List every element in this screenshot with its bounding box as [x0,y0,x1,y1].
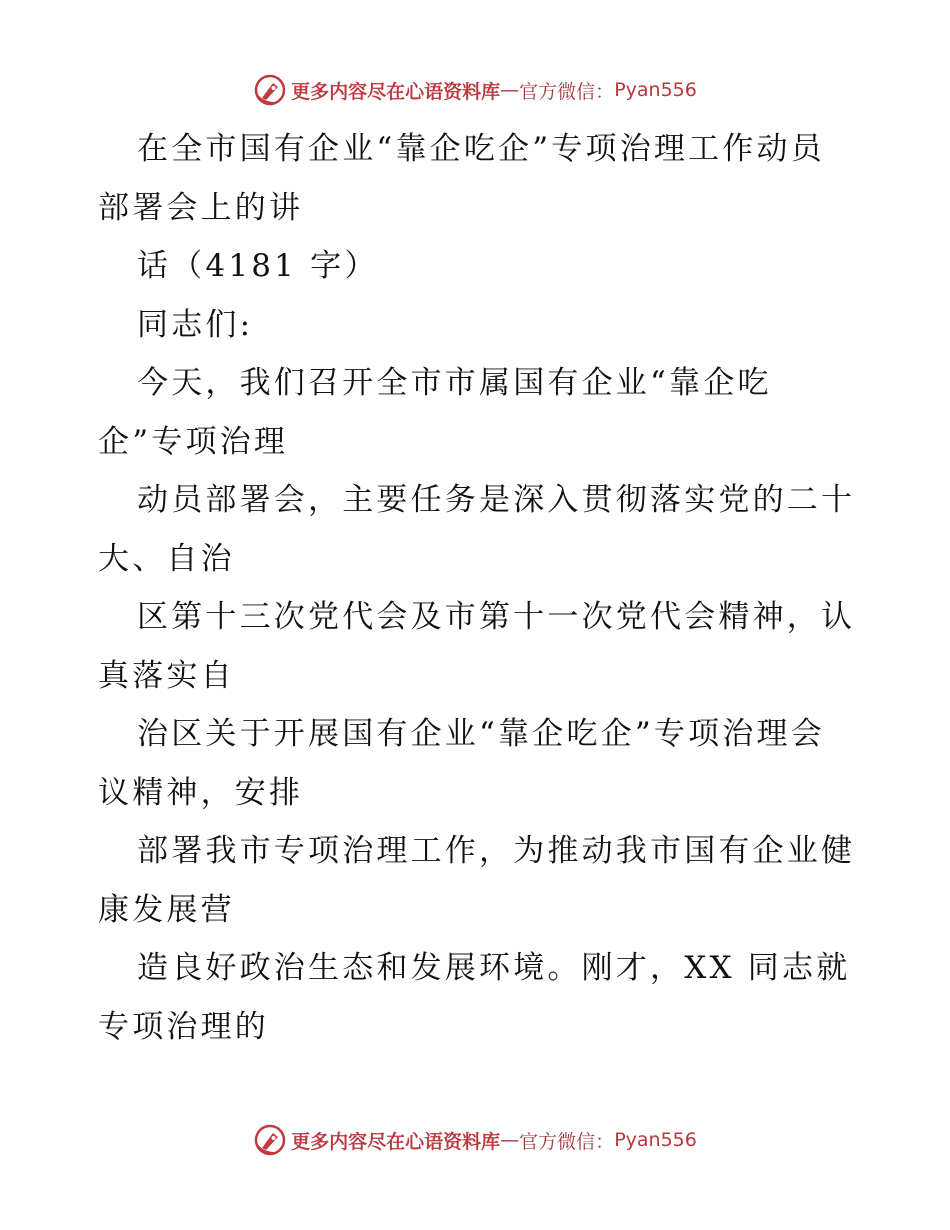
paragraph-line: 康发展营 [98,891,235,928]
watermark-dash: — [500,1129,520,1151]
watermark-wechat-id: Pyan556 [614,79,697,101]
paragraph-line: 议精神，安排 [98,774,304,811]
header-watermark [0,70,950,110]
paragraph-line: 部署我市专项治理工作，为推动我市国有企业健 [137,833,856,869]
paragraph-line: 今天，我们召开全市市属国有企业“靠企吃 [137,365,772,401]
watermark-brand: 更多内容尽在心语资料库 [291,1130,501,1153]
watermark-dash: — [500,79,520,101]
paragraph-line: 区第十三次党代会及市第十一次党代会精神，认 [137,599,856,635]
watermark-wechat-label: 官方微信： [519,80,615,103]
watermark-wechat-id: Pyan556 [614,1129,697,1151]
paragraph-line: 真落实自 [98,657,235,694]
pen-nib-logo-icon [253,1123,287,1157]
paragraph-line: 专项治理的 [98,1008,269,1045]
salutation: 同志们: [137,306,254,343]
paragraph-line: 动员部署会，主要任务是深入贯彻落实党的二十 [137,482,856,518]
watermark-brand: 更多内容尽在心语资料库 [291,80,501,103]
title-line-3: 话（4181 字） [137,248,379,284]
document-body [98,120,858,1056]
title-line-2: 部署会上的讲 [98,189,304,226]
paragraph-line: 企”专项治理 [98,423,289,460]
paragraph-line: 治区关于开展国有企业“靠企吃企”专项治理会 [137,716,825,752]
paragraph-line: 大、自治 [98,540,235,577]
pen-nib-logo-icon [253,73,287,107]
title-line-1: 在全市国有企业“靠企吃企”专项治理工作动员 [137,131,825,167]
paragraph-line: 造良好政治生态和发展环境。刚才，XX 同志就 [137,950,851,986]
footer-watermark [0,1120,950,1160]
watermark-wechat-label: 官方微信： [519,1130,615,1153]
